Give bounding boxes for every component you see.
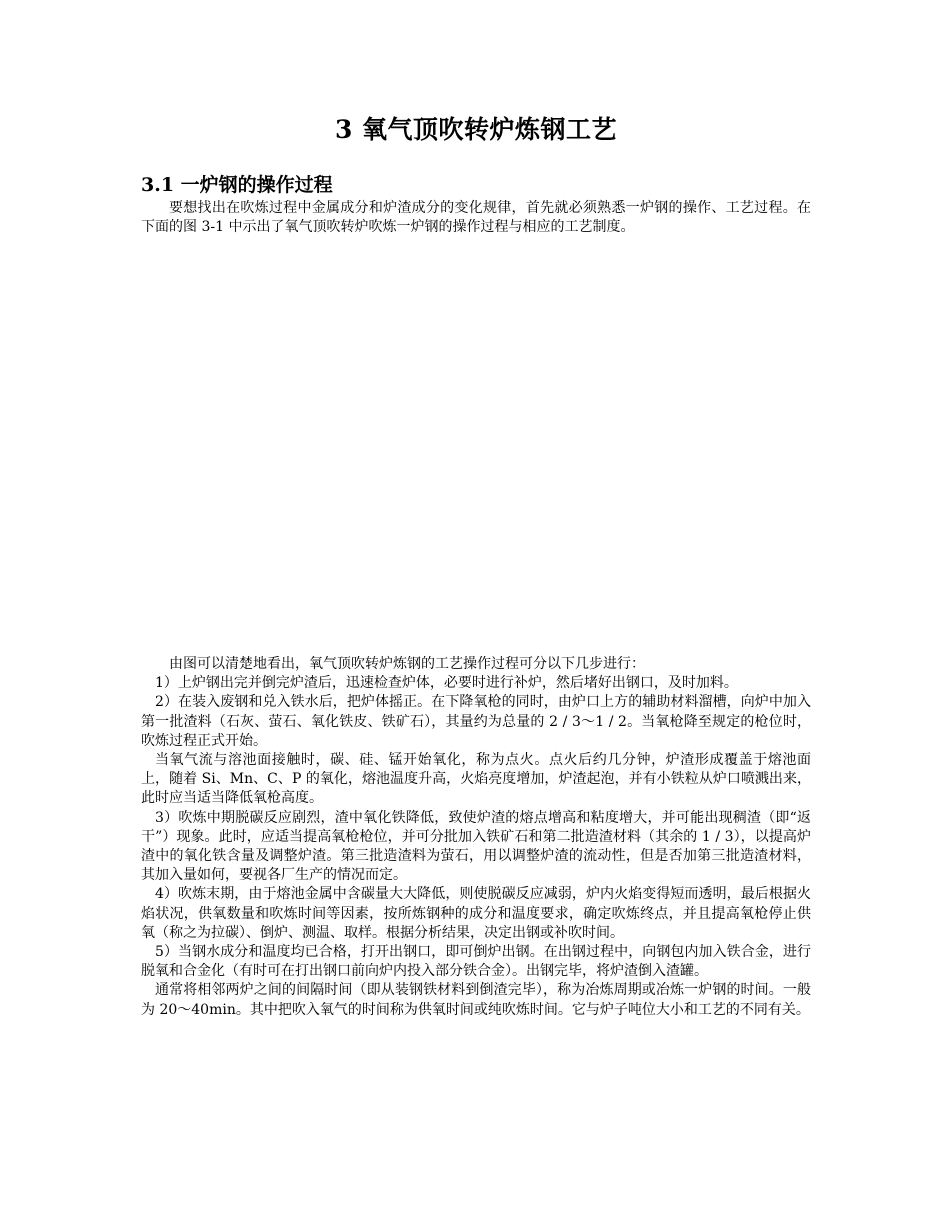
paragraph-ignition: 当氧气流与溶池面接触时，碳、硅、锰开始氧化，称为点火。点火后约几分钟，炉渣形成覆盖于熔池面上，随着 Si、Mn、C、P 的氧化，熔池温度升高，火焰亮度增加，炉渣起泡，并有小铁粒从炉口喷溅出来，此时应当适当降低氧枪高度。 <box>141 752 811 807</box>
paragraph-cycle-time: 通常将相邻两炉之间的间隔时间（即从装钢铁材料到倒渣完毕），称为冶炼周期或冶炼一炉钢的时间。一般为 20～40min。其中把吹入氧气的时间称为供氧时间或纯吹炼时间。它与炉子吨位大小和工艺的不同有关。 <box>141 982 811 1018</box>
paragraph-step-5: 5）当钢水成分和温度均已合格，打开出钢口，即可倒炉出钢。在出钢过程中，向钢包内加入铁合金，进行脱氧和合金化（有时可在打出钢口前向炉内投入部分铁合金）。出钢完毕，将炉渣倒入渣罐。 <box>141 944 811 980</box>
body-text <box>141 655 811 1020</box>
paragraph-step-4: 4）吹炼末期，由于熔池金属中含碳量大大降低，则使脱碳反应减弱，炉内火焰变得短而透明，最后根据火焰状况，供氧数量和吹炼时间等因素，按所炼钢种的成分和温度要求，确定吹炼终点，并且提高氧枪停止供氧（称之为拉碳）、倒炉、测温、取样。根据分析结果，决定出钢或补吹时间。 <box>141 886 811 941</box>
paragraph-step-3: 3）吹炼中期脱碳反应剧烈，渣中氧化铁降低，致使炉渣的熔点增高和粘度增大，并可能出现稠渣（即“返干”）现象。此时，应适当提高氧枪枪位，并可分批加入铁矿石和第二批造渣材料（其余的 1 / 3），以提高炉渣中的氧化铁含量及调整炉渣。第三批造渣料为萤石，用以调整炉渣的流动性，但是否加第三批造渣材料，其加入量如何，要视各厂生产的情况而定。 <box>141 809 811 884</box>
figure-placeholder <box>141 245 811 650</box>
section-title: 3.1 一炉钢的操作过程 <box>141 174 333 196</box>
paragraph-step-2: 2）在装入废钢和兑入铁水后，把炉体摇正。在下降氧枪的同时，由炉口上方的辅助材料溜槽，向炉中加入第一批渣料（石灰、萤石、氧化铁皮、铁矿石），其量约为总量的 2 / 3～1 / 2。当氧枪降至规定的枪位时，吹炼过程正式开始。 <box>141 694 811 749</box>
chapter-title: 3 氧气顶吹转炉炼钢工艺 <box>334 115 618 144</box>
intro-paragraph: 要想找出在吹炼过程中金属成分和炉渣成分的变化规律，首先就必须熟悉一炉钢的操作、工艺过程。在下面的图 3-1 中示出了氧气顶吹转炉吹炼一炉钢的操作过程与相应的工艺制度。 <box>141 200 811 235</box>
paragraph-step-1: 1）上炉钢出完并倒完炉渣后，迅速检查炉体，必要时进行补炉，然后堵好出钢口，及时加料。 <box>155 675 738 692</box>
paragraph-overview: 由图可以清楚地看出，氧气顶吹转炉炼钢的工艺操作过程可分以下几步进行： <box>169 656 645 672</box>
